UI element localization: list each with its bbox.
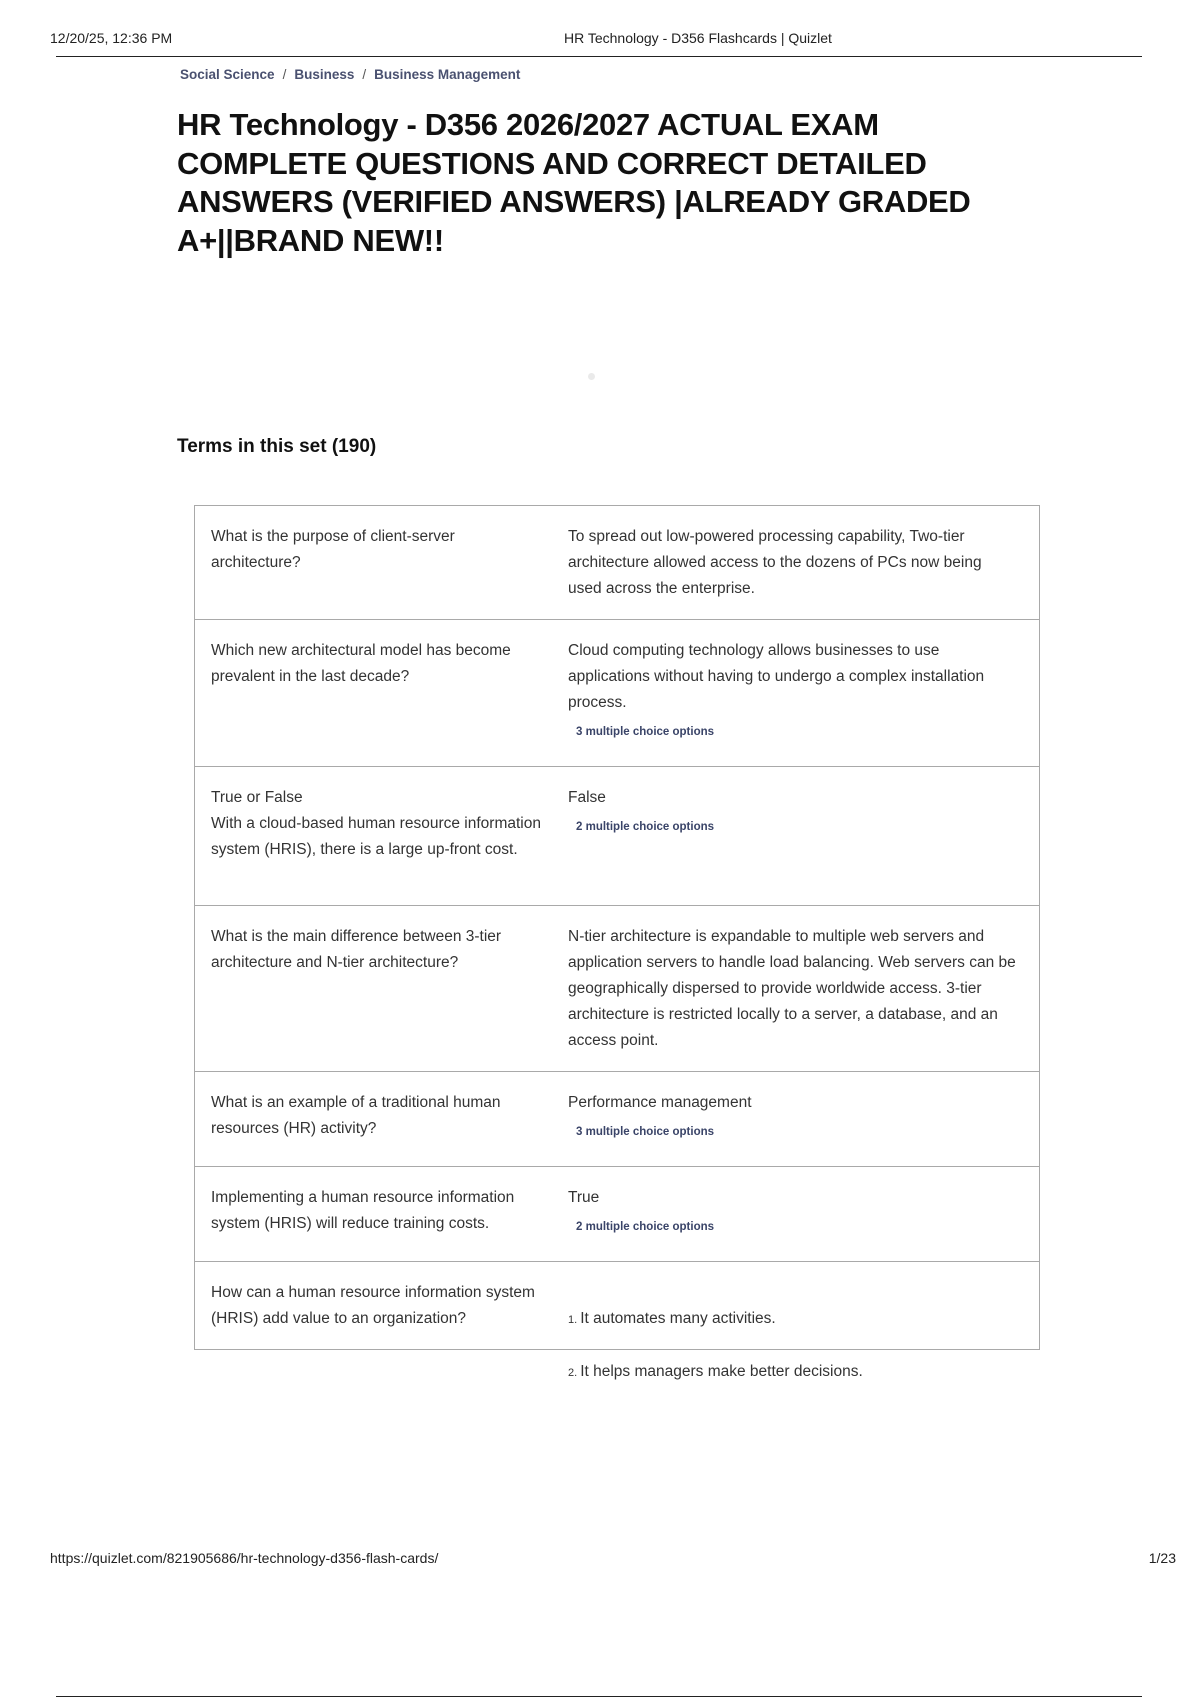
loading-dot	[588, 373, 595, 380]
card-definition-text: True	[568, 1189, 600, 1206]
breadcrumb-separator: /	[282, 67, 287, 82]
multiple-choice-options-link[interactable]: 2 multiple choice options	[576, 1221, 715, 1233]
flashcard-row	[195, 906, 1039, 1072]
flashcard-row	[195, 620, 1039, 767]
print-header	[50, 30, 1150, 56]
card-term: Which new architectural model has become prevalent in the last decade?	[211, 642, 511, 685]
card-definition	[568, 1280, 1018, 1412]
flashcard-row	[195, 1167, 1039, 1262]
card-definition	[568, 1185, 1018, 1235]
card-term: How can a human resource information system (HRIS) add value to an organization?	[211, 1284, 535, 1327]
page-title: HR Technology - D356 2026/2027 ACTUAL EXAM COMPLETE QUESTIONS AND CORRECT DETAILED ANSWERS (VERIFIED ANSWERS) |ALREADY GRADED A+||BRAND NEW!!	[177, 107, 971, 258]
page-number: 1/23	[1148, 1550, 1176, 1566]
card-definition-text: Cloud computing technology allows businesses to use applications without having to undergo a complex installation process.	[568, 642, 985, 711]
list-item-number: 2.	[568, 1367, 578, 1379]
card-definition	[568, 524, 1018, 602]
card-term: Implementing a human resource information system (HRIS) will reduce training costs.	[211, 1189, 515, 1232]
flashcard-table	[194, 505, 1040, 1380]
bottom-divider	[56, 1696, 1142, 1697]
breadcrumb-separator: /	[362, 67, 367, 82]
list-item-text: It automates many activities.	[580, 1310, 776, 1327]
card-definition-text: To spread out low-powered processing capability, Two-tier architecture allowed access to the dozens of PCs now being used across the enterprise.	[568, 528, 982, 597]
header-divider	[56, 56, 1142, 57]
print-date: 12/20/25, 12:36 PM	[50, 30, 173, 46]
card-term: What is the purpose of client-server architecture?	[211, 528, 455, 571]
flashcard-row	[195, 767, 1039, 906]
card-term: What is the main difference between 3-tier architecture and N-tier architecture?	[211, 928, 502, 971]
card-definition	[568, 1090, 1018, 1140]
breadcrumb-business-management[interactable]: Business Management	[374, 67, 521, 82]
list-item-text: It helps managers make better decisions.	[580, 1363, 863, 1380]
card-definition-text: N-tier architecture is expandable to multiple web servers and application servers to handle load balancing. Web servers can be geographically dispersed to provide worldwide access. 3-tier architecture is restricted locally to a server, a database, and an access point.	[568, 928, 1016, 1049]
flashcard-row	[195, 1072, 1039, 1167]
card-definition	[568, 785, 1018, 835]
definition-list-item	[568, 1306, 1018, 1333]
flashcard-row	[195, 1262, 1039, 1380]
flashcard-row	[195, 506, 1039, 620]
card-definition-text: False	[568, 789, 606, 806]
multiple-choice-options-link[interactable]: 3 multiple choice options	[576, 726, 715, 738]
definition-list-item	[568, 1359, 1018, 1386]
list-item-number: 1.	[568, 1314, 578, 1326]
card-definition-text: Performance management	[568, 1094, 752, 1111]
terms-heading: Terms in this set (190)	[177, 436, 377, 457]
multiple-choice-options-link[interactable]: 3 multiple choice options	[576, 1126, 715, 1138]
multiple-choice-options-link[interactable]: 2 multiple choice options	[576, 821, 715, 833]
card-definition	[568, 924, 1018, 1054]
print-page-title: HR Technology - D356 Flashcards | Quizlet	[564, 30, 832, 46]
page-url: https://quizlet.com/821905686/hr-technology-d356-flash-cards/	[50, 1550, 439, 1566]
card-term: True or False With a cloud-based human resource information system (HRIS), there is a large up-front cost.	[211, 789, 541, 858]
breadcrumb-social-science[interactable]: Social Science	[180, 67, 275, 82]
breadcrumb	[180, 67, 520, 82]
card-term: What is an example of a traditional human resources (HR) activity?	[211, 1094, 501, 1137]
card-definition	[568, 638, 1018, 740]
breadcrumb-business[interactable]: Business	[294, 67, 355, 82]
